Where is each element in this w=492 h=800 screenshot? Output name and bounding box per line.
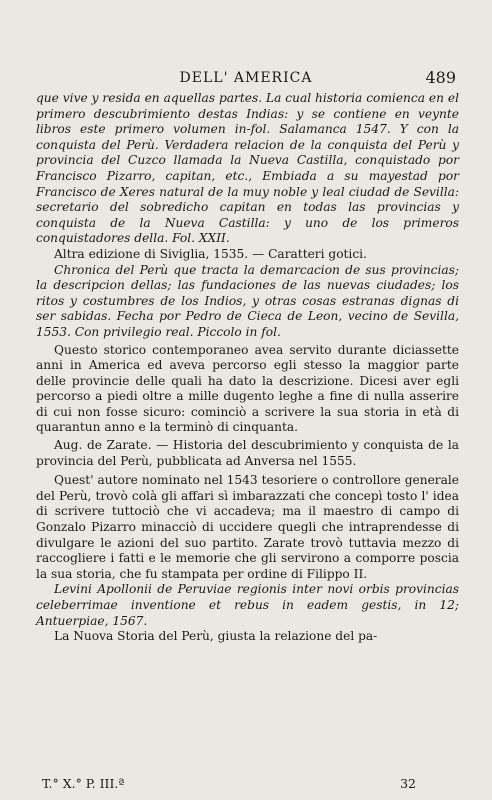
signature-mark: T.° X.° P. III.ª <box>42 776 125 791</box>
page-body <box>36 91 459 645</box>
paragraph: que vive y resida en aquellas partes. La cual historia comienca en el primero descubrimiento destas Indias: y se contiene en veynte libros este primero volumen in-fol. Salamanca 1547. Y con la conquista del Perù. Verdadera relacion de la conquista del Perù y provincia del Cuzco llamada la Nueva Castilla, conquistado por Francisco Pizarro, capitan, etc., Embiada a su mayestad por Francisco de Xeres natural de la muy noble y leal ciudad de Sevilla: secretario del sobredicho capitan en todas las provincias y conquista de la Nueva Castilla: y uno de los primeros conquistadores della. Fol. XXII. <box>36 91 459 246</box>
running-header <box>36 68 456 90</box>
running-title: DELL' AMERICA <box>179 70 313 86</box>
paragraph: Altra edizione di Siviglia, 1535. — Caratteri gotici. <box>54 246 367 261</box>
paragraph: Questo storico contemporaneo avea servito durante diciassette anni in America ed aveva percorso egli stesso la maggior parte delle provincie delle quali ha dato la descrizione. Dicesi aver egli percorso a piedi oltre a mille dugento leghe a fine di nulla asserire di cui non fosse sicuro: cominciò a scrivere la sua storia in età di quarantun anno e la terminò di cinquanta. <box>36 342 459 435</box>
paragraph: La Nuova Storia del Perù, giusta la relazione del pa- <box>54 629 378 644</box>
page-number: 489 <box>425 68 456 87</box>
paragraph: Levini Apollonii de Peruviae regionis inter novi orbis provincias celeberrimae inventione et rebus in eadem gestis, in 12; Antuerpiae, 1567. <box>36 582 459 628</box>
signature-number: 32 <box>400 776 416 791</box>
page-footer <box>36 776 456 794</box>
paragraph: Quest' autore nominato nel 1543 tesoriere o controllore generale del Perù, trovò colà gli affari sì imbarazzati che concepì tosto l' idea di scrivere tuttociò che vi accadeva; ma il maestro di campo di Gonzalo Pizarro minacciò di uccidere quegli che intraprendesse di divulgare le azioni del suo partito. Zarate trovò tuttavia mezzo di raccogliere i fatti e le memorie che gli servirono a comporre poscia la sua storia, che fu stampata per ordine di Filippo II. <box>36 473 459 581</box>
paragraph: Chronica del Perù que tracta la demarcacion de sus provincias; la descripcion dellas; las fundaciones de las nuevas ciudades; los ritos y costumbres de los Indios, y otras cosas estranas dignas di ser sabidas. Fecha por Pedro de Cieca de Leon, vecino de Sevilla, 1553. Con privilegio real. Piccolo in fol. <box>36 262 459 339</box>
paragraph: Aug. de Zarate. — Historia del descubrimiento y conquista de la provincia del Perù, pubblicata ad Anversa nel 1555. <box>36 438 459 468</box>
